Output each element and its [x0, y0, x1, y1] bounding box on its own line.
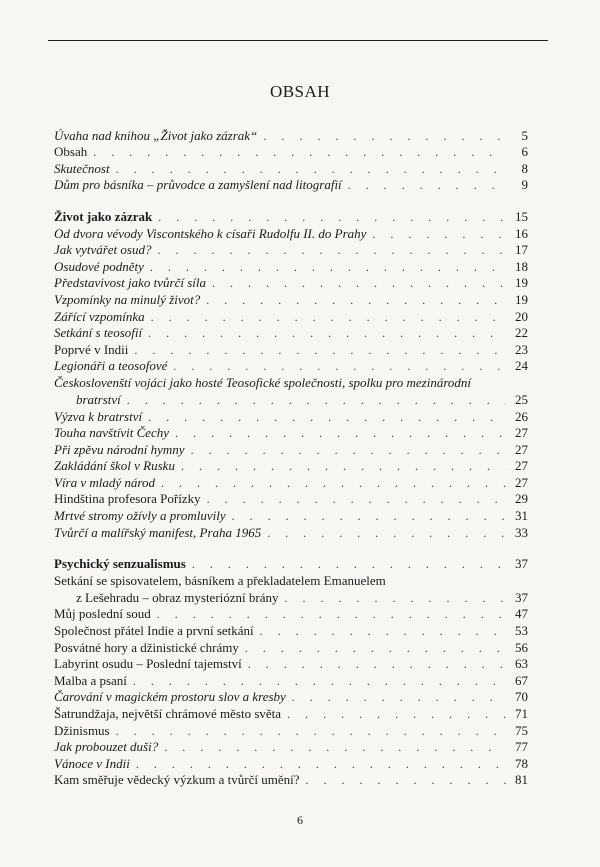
- toc-entry-title: Víra v mladý národ: [54, 474, 155, 490]
- dot-leader: [134, 343, 506, 357]
- dot-leader: [161, 476, 506, 490]
- toc-entry-title: z Lešehradu – obraz mysteriózní brány: [76, 589, 279, 605]
- dot-leader: [292, 690, 506, 704]
- toc-entry-page: 15: [515, 208, 528, 224]
- toc-entry-title: Osudové podněty: [54, 258, 144, 274]
- toc-entry[interactable]: [54, 688, 528, 705]
- toc-entry-page: 33: [515, 524, 528, 540]
- toc-entry-page: 31: [515, 508, 528, 524]
- toc-entry-title: Setkání s teosofií: [54, 325, 143, 341]
- toc-entry[interactable]: [54, 655, 528, 672]
- table-of-contents: [54, 126, 528, 802]
- dot-leader: [206, 293, 506, 307]
- toc-entry-page: 5: [521, 127, 528, 143]
- toc-entry-page: 17: [515, 242, 528, 258]
- toc-entry[interactable]: [54, 754, 528, 771]
- dot-leader: [150, 260, 506, 274]
- toc-entry-page: 27: [515, 441, 528, 457]
- toc-entry-title: Výzva k bratrství: [54, 408, 143, 424]
- toc-entry-title: Poprvé v Indii: [54, 341, 129, 357]
- dot-leader: [245, 641, 506, 655]
- toc-entry[interactable]: [54, 274, 528, 291]
- dot-leader: [212, 276, 506, 290]
- toc-entry[interactable]: [54, 605, 528, 622]
- toc-entry-title: Jak vytvářet osud?: [54, 242, 152, 258]
- dot-leader: [181, 459, 506, 473]
- toc-entry-title: Život jako zázrak: [54, 208, 153, 224]
- toc-entry-page: 19: [515, 275, 528, 291]
- toc-entry-page: 8: [521, 160, 528, 176]
- dot-leader: [348, 178, 506, 192]
- toc-entry-page: 16: [515, 225, 528, 241]
- toc-entry[interactable]: [54, 457, 528, 474]
- dot-leader: [158, 210, 506, 224]
- toc-entry-title: Tvůrčí a malířský manifest, Praha 1965: [54, 524, 262, 540]
- toc-entry-page: 67: [515, 672, 528, 688]
- dot-leader: [136, 757, 506, 771]
- dot-leader: [248, 657, 506, 671]
- toc-entry-title: Dům pro básníka – průvodce a zamyšlení nad litografií: [54, 177, 342, 193]
- toc-entry-page: 27: [515, 458, 528, 474]
- toc-entry-title: Psychický senzualismus: [54, 556, 186, 572]
- toc-entry-title: Zakládání škol v Rusku: [54, 458, 175, 474]
- toc-section: [54, 126, 528, 192]
- toc-entry[interactable]: [54, 490, 528, 507]
- toc-entry[interactable]: [54, 241, 528, 258]
- toc-entry-page: 71: [515, 706, 528, 721]
- dot-leader: [116, 162, 506, 176]
- toc-entry-page: 27: [515, 425, 528, 441]
- dot-leader: [207, 492, 506, 506]
- toc-entry[interactable]: [54, 176, 528, 193]
- toc-entry[interactable]: [54, 257, 528, 274]
- toc-entry[interactable]: [54, 357, 528, 374]
- toc-entry[interactable]: [54, 440, 528, 457]
- dot-leader: [151, 310, 506, 324]
- toc-entry-title: Hindština profesora Pořízky: [54, 491, 201, 507]
- toc-entry-page: 27: [515, 474, 528, 490]
- dot-leader: [287, 707, 506, 721]
- toc-entry-title: Touha navštívit Čechy: [54, 425, 170, 441]
- dot-leader: [127, 393, 506, 407]
- toc-entry[interactable]: [54, 721, 528, 738]
- toc-entry-page: 78: [515, 755, 528, 771]
- toc-entry[interactable]: [54, 571, 528, 588]
- dot-leader: [133, 674, 506, 688]
- toc-entry-page: 18: [515, 258, 528, 274]
- toc-entry-title: Kam směřuje vědecký výzkum a tvůrčí umění?: [54, 772, 300, 788]
- toc-entry-title: Džinismus: [54, 722, 110, 738]
- dot-leader: [93, 145, 506, 159]
- toc-entry[interactable]: [54, 588, 528, 605]
- toc-entry-page: 75: [515, 722, 528, 738]
- toc-entry[interactable]: [54, 126, 528, 143]
- dot-leader: [263, 129, 506, 143]
- toc-entry[interactable]: [54, 523, 528, 540]
- toc-entry-page: 25: [515, 391, 528, 407]
- toc-entry-title: Českoslovenští vojáci jako hosté Teosofické společnosti, spolku pro mezinárodní: [54, 375, 472, 391]
- dot-leader: [191, 443, 506, 457]
- dot-leader: [232, 509, 506, 523]
- toc-entry-title: Čarování v magickém prostoru slov a kresby: [54, 689, 286, 705]
- toc-entry-title: Úvaha nad knihou „Život jako zázrak“: [54, 127, 258, 143]
- toc-entry-title: Společnost přátel Indie a první setkání: [54, 623, 254, 639]
- toc-entry-title: Šatrundžaja, největší chrámové město světa: [54, 706, 282, 721]
- dot-leader: [192, 557, 506, 571]
- toc-entry-title: Jak probouzet duši?: [54, 739, 159, 755]
- toc-section: [54, 555, 528, 788]
- toc-entry[interactable]: [54, 506, 528, 523]
- toc-entry[interactable]: [54, 207, 528, 224]
- toc-entry-title: Představivost jako tvůrčí síla: [54, 275, 207, 291]
- toc-entry-page: 20: [515, 308, 528, 324]
- toc-entry-page: 37: [515, 589, 528, 605]
- toc-entry[interactable]: [54, 738, 528, 755]
- dot-leader: [267, 526, 506, 540]
- toc-entry-title: Při zpěvu národní hymny: [54, 441, 185, 457]
- toc-entry-title: Legionáři a teosofové: [54, 358, 168, 374]
- dot-leader: [175, 426, 506, 440]
- toc-entry[interactable]: [54, 621, 528, 638]
- toc-entry[interactable]: [54, 340, 528, 357]
- dot-leader: [116, 724, 506, 738]
- toc-entry-page: 37: [515, 556, 528, 572]
- toc-entry[interactable]: [54, 307, 528, 324]
- toc-entry-title: Setkání se spisovatelem, básníkem a překladatelem Emanuelem: [54, 573, 386, 589]
- dot-leader: [157, 607, 506, 621]
- toc-entry-title: Malba a psaní: [54, 672, 127, 688]
- dot-leader: [148, 326, 506, 340]
- toc-entry[interactable]: [54, 704, 528, 721]
- top-rule: [48, 40, 548, 41]
- toc-entry-title: Labyrint osudu – Poslední tajemství: [54, 656, 242, 672]
- toc-entry[interactable]: [54, 771, 528, 788]
- toc-entry[interactable]: [54, 638, 528, 655]
- dot-leader: [372, 227, 506, 241]
- toc-entry-title: bratrství: [76, 391, 121, 407]
- toc-section: [54, 207, 528, 539]
- toc-entry[interactable]: [54, 290, 528, 307]
- toc-entry-page: 53: [515, 623, 528, 639]
- toc-entry-page: 81: [515, 772, 528, 788]
- dot-leader: [173, 359, 506, 373]
- toc-entry-page: 70: [515, 689, 528, 705]
- toc-entry-page: 9: [521, 177, 528, 193]
- toc-entry[interactable]: [54, 407, 528, 424]
- toc-entry[interactable]: [54, 143, 528, 160]
- toc-entry-title: Vánoce v Indii: [54, 755, 130, 771]
- toc-entry-title: Posvátné hory a džinistické chrámy: [54, 639, 239, 655]
- toc-entry-page: 29: [515, 491, 528, 507]
- toc-entry-title: Od dvora vévody Viscontského k císaři Rudolfu II. do Prahy: [54, 225, 367, 241]
- dot-leader: [260, 624, 506, 638]
- toc-entry-title: Obsah: [54, 144, 88, 160]
- dot-leader: [164, 740, 506, 754]
- toc-entry[interactable]: [54, 324, 528, 341]
- toc-entry-title: Mrtvé stromy ožívly a promluvily: [54, 508, 226, 524]
- dot-leader: [157, 243, 506, 257]
- toc-entry-page: 6: [521, 144, 528, 160]
- toc-entry-page: 63: [515, 656, 528, 672]
- toc-entry-page: 47: [515, 606, 528, 622]
- toc-entry[interactable]: [54, 373, 528, 390]
- toc-entry-title: Můj poslední soud: [54, 606, 151, 622]
- toc-entry[interactable]: [54, 671, 528, 688]
- toc-entry-page: 77: [515, 739, 528, 755]
- toc-entry-page: 26: [515, 408, 528, 424]
- toc-entry-title: Skutečnost: [54, 160, 110, 176]
- toc-entry[interactable]: [54, 473, 528, 490]
- toc-entry[interactable]: [54, 424, 528, 441]
- toc-entry-title: Zářící vzpomínka: [54, 308, 145, 324]
- toc-entry-page: 22: [515, 325, 528, 341]
- toc-entry-page: 24: [515, 358, 528, 374]
- toc-entry-title: Vzpomínky na minulý život?: [54, 291, 201, 307]
- toc-entry[interactable]: [54, 390, 528, 407]
- page-title: OBSAH: [269, 82, 331, 101]
- toc-entry-page: 19: [515, 291, 528, 307]
- toc-entry[interactable]: [54, 224, 528, 241]
- dot-leader: [285, 591, 506, 605]
- toc-entry-page: 56: [515, 639, 528, 655]
- toc-entry[interactable]: [54, 555, 528, 572]
- toc-entry[interactable]: [54, 159, 528, 176]
- dot-leader: [148, 410, 506, 424]
- page-number: 6: [297, 813, 303, 827]
- toc-entry-page: 23: [515, 341, 528, 357]
- dot-leader: [305, 773, 506, 787]
